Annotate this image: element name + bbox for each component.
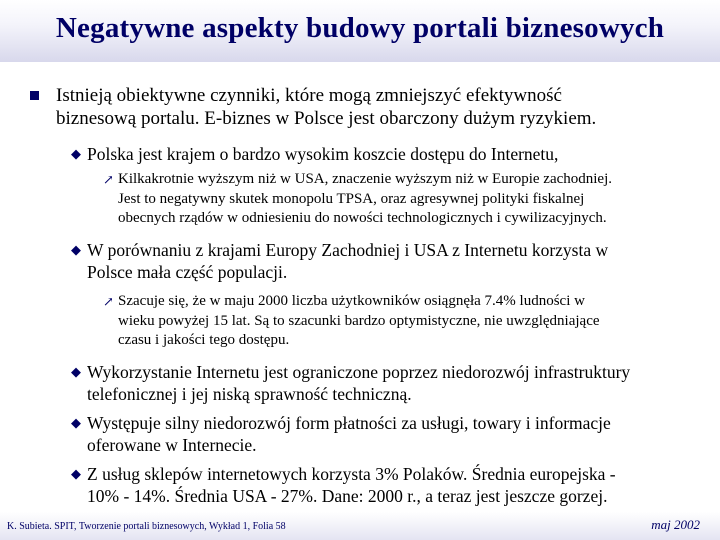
- bullet-line: 10% - 14%. Średnia USA - 27%. Dane: 2000 r., a teraz jest jeszcze gorzej.: [87, 486, 608, 506]
- bullet-line: biznesową portalu. E-biznes w Polsce jest obarczony dużym ryzykiem.: [56, 108, 597, 129]
- bullet-line: telefonicznej i jej niską sprawność techniczną.: [87, 384, 412, 404]
- bullet-line: wieku powyżej 15 lat. Są to szacunki bardzo optymistyczne, nie uwzględniające: [118, 312, 600, 329]
- bullet-line: Kilkakrotnie wyższym niż w USA, znaczenie wyższym niż w Europie zachodniej.: [118, 171, 613, 187]
- bullet-line: Polska jest krajem o bardzo wysokim koszcie dostępu do Internetu,: [87, 144, 559, 164]
- diamond-bullet-icon: ◆: [71, 242, 81, 257]
- sub-bullet-item: [87, 361, 707, 405]
- diamond-bullet-icon: ◆: [71, 466, 81, 481]
- arrow-bullet-icon: ↗: [103, 172, 114, 187]
- bullet-line: czasu i jakości tego dostępu.: [118, 332, 290, 348]
- bullet-line: Jest to negatywny skutek monopolu TPSA, oraz agresywnej polityki fiskalnej: [118, 190, 585, 207]
- square-bullet-icon: [30, 91, 39, 100]
- arrow-bullet-icon: ↗: [103, 294, 114, 309]
- bullet-line: oferowane w Internecie.: [87, 435, 257, 455]
- bullet-line: Z usług sklepów internetowych korzysta 3% Polaków. Średnia europejska -: [87, 464, 616, 484]
- bullet-line: Szacuje się, że w maju 2000 liczba użytkowników osiągnęła 7.4% ludności w: [118, 293, 585, 309]
- bullet-line: Występuje silny niedorozwój form płatności za usługi, towary i informacje: [87, 413, 611, 433]
- bullet-item: [56, 84, 696, 130]
- footer-credit: K. Subieta. SPIT, Tworzenie portali biznesowych, Wykład 1, Folia 58: [7, 521, 286, 532]
- footer-date: maj 2002: [651, 517, 700, 532]
- diamond-bullet-icon: ◆: [71, 146, 81, 161]
- bullet-line: Polsce mała część populacji.: [87, 262, 288, 282]
- bullet-line: W porównaniu z krajami Europy Zachodniej i USA z Internetu korzysta w: [87, 240, 609, 260]
- diamond-bullet-icon: ◆: [71, 415, 81, 430]
- bullet-line: obecnych rządów w odniesieniu do nowości technologicznych i cywilizacyjnych.: [118, 210, 607, 226]
- sub-bullet-item: [87, 412, 707, 456]
- sub-bullet-item: [87, 143, 707, 165]
- bullet-line: Istnieją obiektywne czynniki, które mogą zmniejszyć efektywność: [56, 85, 562, 106]
- slide-title: Negatywne aspekty budowy portali biznesowych: [55, 12, 665, 44]
- detail-item: [118, 292, 693, 351]
- diamond-bullet-icon: ◆: [71, 364, 81, 379]
- sub-bullet-item: [87, 239, 707, 283]
- detail-item: [118, 170, 693, 229]
- bullet-line: Wykorzystanie Internetu jest ograniczone poprzez niedorozwój infrastruktury: [87, 362, 631, 382]
- sub-bullet-item: [87, 463, 707, 507]
